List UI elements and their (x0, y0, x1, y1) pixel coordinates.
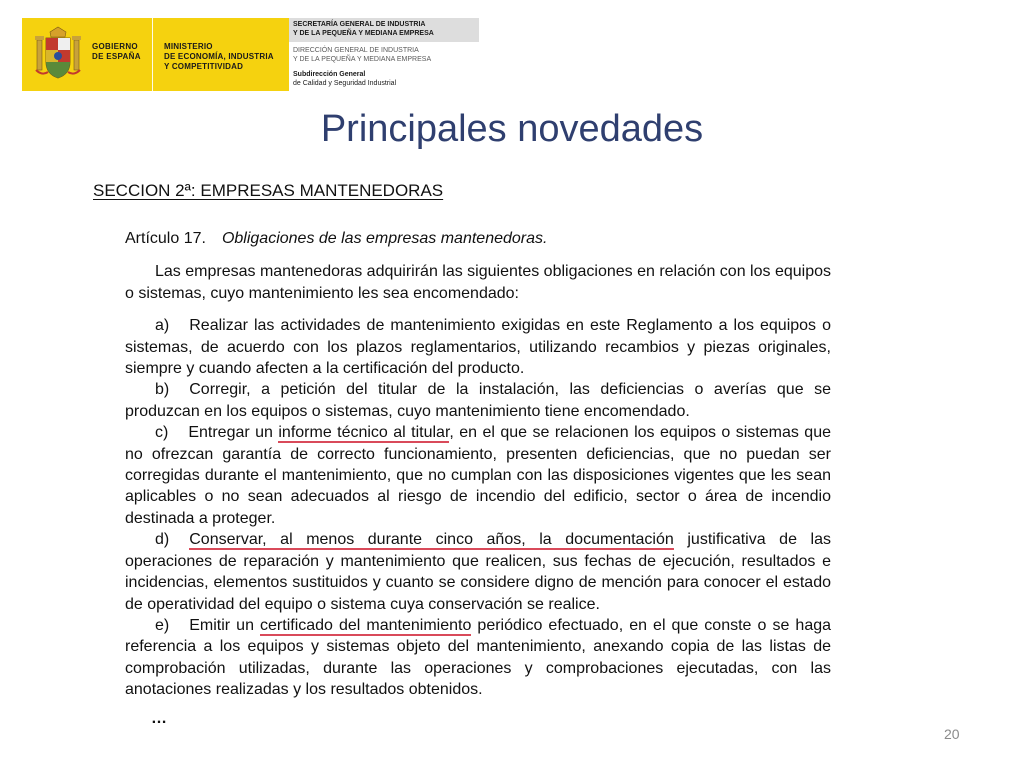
clause-e-label: e) (155, 616, 170, 634)
continuation-ellipsis: … (151, 710, 167, 727)
clause-d-highlight: Conservar, al menos durante cinco años, la documentación (189, 531, 674, 549)
clause-e (125, 615, 831, 701)
clause-c-highlight: informe técnico al titular (278, 424, 450, 442)
section-heading: SECCION 2ª: EMPRESAS MANTENEDORAS (93, 181, 444, 200)
article-intro: Las empresas mantenedoras adquirirán las siguientes obligaciones en relación con los equipos o sistemas, cuyo mantenimiento les sea encomendado: (125, 263, 831, 302)
direccion-label: DIRECCIÓN GENERAL DE INDUSTRIA Y DE LA PEQUEÑA Y MEDIANA EMPRESA (293, 47, 432, 63)
article-heading (125, 228, 831, 249)
clause-c-pre: Entregar un (188, 424, 279, 442)
clause-d (125, 529, 831, 615)
logo-divider (152, 18, 153, 91)
clause-c (125, 422, 831, 529)
clause-b (125, 379, 831, 422)
subdireccion-subtitle: de Calidad y Seguridad Industrial (293, 80, 397, 87)
gobierno-de-espana-label: GOBIERNO DE ESPAÑA (92, 42, 141, 61)
subdireccion-title: Subdirección General (293, 71, 366, 78)
article-body (125, 228, 831, 701)
coat-of-arms-icon (34, 26, 82, 82)
clause-b-text: Corregir, a petición del titular de la instalación, las deficiencias o averías que se produzcan en los equipos o sistemas, cuyo mantenimiento tiene encomendado. (125, 381, 831, 420)
ministerio-label: MINISTERIO DE ECONOMÍA, INDUSTRIA Y COMPETITIVIDAD (164, 42, 274, 71)
article-number: Artículo 17. (125, 230, 206, 247)
clause-a-label: a) (155, 317, 170, 335)
clause-d-label: d) (155, 531, 170, 549)
clause-a-text: Realizar las actividades de mantenimiento exigidas en este Reglamento a los equipos o sistemas, de acuerdo con los plazos reglamentarios, utilizando recambios y piezas originales, siempre y cuando afecten a la certificación del producto. (125, 317, 831, 378)
page-number: 20 (944, 726, 960, 742)
slide-title: Principales novedades (320, 108, 704, 150)
clause-e-post: periódico efectuado, en el que conste o se haga referencia a los equipos y sistemas objeto del mantenimiento, anexando copia de las listas de comprobación utilizadas, durante las operaciones y comprobaciones ejecutadas, con las anotaciones realizadas y los resultados obtenidos. (125, 616, 832, 699)
secretaria-label: SECRETARÍA GENERAL DE INDUSTRIA Y DE LA PEQUEÑA Y MEDIANA EMPRESA (293, 21, 434, 37)
clause-e-highlight: certificado del mantenimiento (260, 616, 472, 634)
subdireccion-label (293, 70, 396, 88)
clause-a (125, 315, 831, 379)
article-title: Obligaciones de las empresas mantenedoras. (221, 230, 548, 247)
clause-b-label: b) (155, 381, 170, 399)
clause-d-post: justificativa de las operaciones de reparación y mantenimiento que realicen, sus fechas de ejecución, resultados e incidencias, elementos sustituidos y cuanto se considere digno de mención para conocer el estado de operatividad del equipo o sistema cuya conservación se realice. (125, 531, 832, 613)
clause-e-pre: Emitir un (189, 616, 261, 634)
clause-c-post: , en el que se relacionen los equipos o sistemas que no ofrezcan garantía de correcto funcionamiento, presenten deficiencias, que no puedan ser corregidas durante el mantenimiento, que no cumplan con las disposiciones vigentes que les sean aplicables o no sean adecuados al riesgo de incendio del edificio, sector o área de incendio destinada a proteger. (125, 424, 832, 527)
clause-c-label: c) (155, 424, 169, 442)
